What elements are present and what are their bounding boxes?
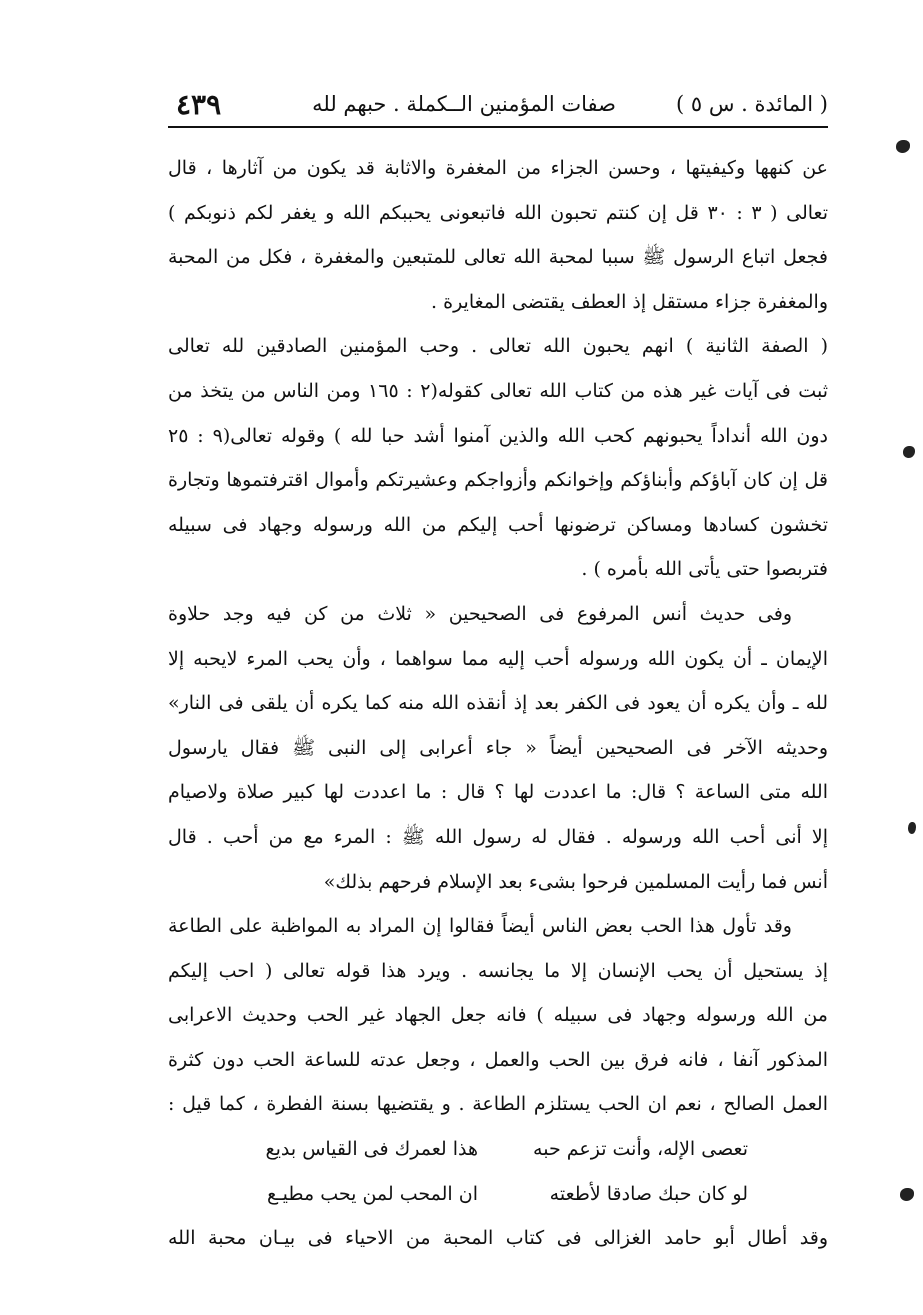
text-line: وحديثه الآخر فى الصحيحين أيضاً « جاء أعرابى إلى النبى ﷺ فقال يارسول — [168, 736, 828, 759]
text-line: فجعل اتباع الرسول ﷺ سببا لمحبة الله تعالى للمتبعين والمغفرة ، فكل من المحبة — [168, 246, 828, 269]
page-number: ٤٣٩ — [176, 88, 222, 121]
verse-first-hemistich: تعصى الإله، وأنت تزعم حبه — [533, 1138, 748, 1161]
text-line: وقد أطال أبو حامد الغزالى فى كتاب المحبة من الاحياء فى بيـان محبة الله — [168, 1227, 828, 1250]
text-line: الإيمان ـ أن يكون الله ورسوله أحب إليه مما سواهما ، وأن يحب المرء لايحبه إلا — [168, 647, 828, 670]
text-line: إلا أنى أحب الله ورسوله . فقال له رسول الله ﷺ : المرء مع من أحب . قال — [168, 825, 828, 848]
text-line: تعالى ( ٣ : ٣٠ قل إن كنتم تحبون الله فاتبعونى يحببكم الله و يغفر لكم ذنوبكم ) — [168, 201, 828, 224]
text-line: الله متى الساعة ؟ قال: ما اعددت لها ؟ قال : ما اعددت لها كبير صلاة ولاصيام — [168, 781, 828, 804]
text-line: إذ يستحيل أن يحب الإنسان إلا ما يجانسه . ويرد هذا قوله تعالى ( احب إليكم — [168, 959, 828, 982]
header-rule — [168, 126, 828, 128]
body-text — [168, 146, 828, 1261]
poem-verse — [168, 1127, 828, 1172]
text-line: تخشون كسادها ومساكن ترضونها أحب إليكم من الله ورسوله وجهاد فى سبيله — [168, 513, 828, 536]
page-header — [168, 88, 828, 128]
text-line: والمغفرة جزاء مستقل إذ العطف يقتضى المغايرة . — [431, 290, 828, 313]
poem-verse — [168, 1172, 828, 1217]
surah-reference: ( المائدة . س ٥ ) — [675, 92, 828, 116]
text-line: لله ـ وأن يكره أن يعود فى الكفر بعد إذ أنقذه الله منه كما يكره أن يلقى فى النار» — [168, 692, 828, 715]
page-running-title: صفات المؤمنين الــكملة . حبهم لله — [312, 92, 616, 116]
text-line: دون الله أنداداً يحبونهم كحب الله والذين آمنوا أشد حبا لله ) وقوله تعالى(٩ : ٢٥ — [168, 424, 828, 447]
scan-speck — [900, 1188, 914, 1201]
text-line: العمل الصالح ، نعم ان الحب يستلزم الطاعة . و يقتضيها بسنة الفطرة ، كما قيل : — [168, 1093, 828, 1116]
text-line: ثبت فى آيات غير هذه من كتاب الله تعالى كقوله(٢ : ١٦٥ ومن الناس من يتخذ من — [168, 379, 828, 402]
text-line: من الله ورسوله وجهاد فى سبيله ) فانه جعل الجهاد غير الحب وحديث الاعرابى — [168, 1004, 828, 1027]
verse-first-hemistich: لو كان حبك صادقا لأطعته — [549, 1182, 748, 1205]
text-line: أنس فما رأيت المسلمين فرحوا بشىء بعد الإسلام فرحهم بذلك» — [323, 870, 828, 893]
text-line: وفى حديث أنس المرفوع فى الصحيحين « ثلاث من كن فيه وجد حلاوة — [168, 602, 792, 625]
verse-second-hemistich: هذا لعمرك فى القياس بديع — [265, 1138, 478, 1161]
scan-speck — [903, 446, 915, 458]
text-line: عن كنهها وكيفيتها ، وحسن الجزاء من المغفرة والاثابة قد يكون من آثارها ، قال — [168, 157, 828, 179]
text-line: المذكور آنفا ، فانه فرق بين الحب والعمل ، وجعل عدته للساعة الحب دون كثرة — [168, 1048, 828, 1071]
text-line: قل إن كان آباؤكم وأبناؤكم وإخوانكم وأزواجكم وعشيرتكم وأموال اقترفتموها وتجارة — [168, 469, 828, 492]
text-line: فتربصوا حتى يأتى الله بأمره ) . — [581, 558, 828, 581]
text-line: ( الصفة الثانية ) انهم يحبون الله تعالى . وحب المؤمنين الصادقين لله تعالى — [168, 335, 828, 358]
scan-speck — [908, 822, 916, 834]
scan-speck — [896, 140, 910, 153]
verse-second-hemistich: ان المحب لمن يحب مطيـع — [267, 1182, 478, 1205]
text-line: وقد تأول هذا الحب بعض الناس أيضاً فقالوا إن المراد به المواظبة على الطاعة — [168, 915, 792, 938]
